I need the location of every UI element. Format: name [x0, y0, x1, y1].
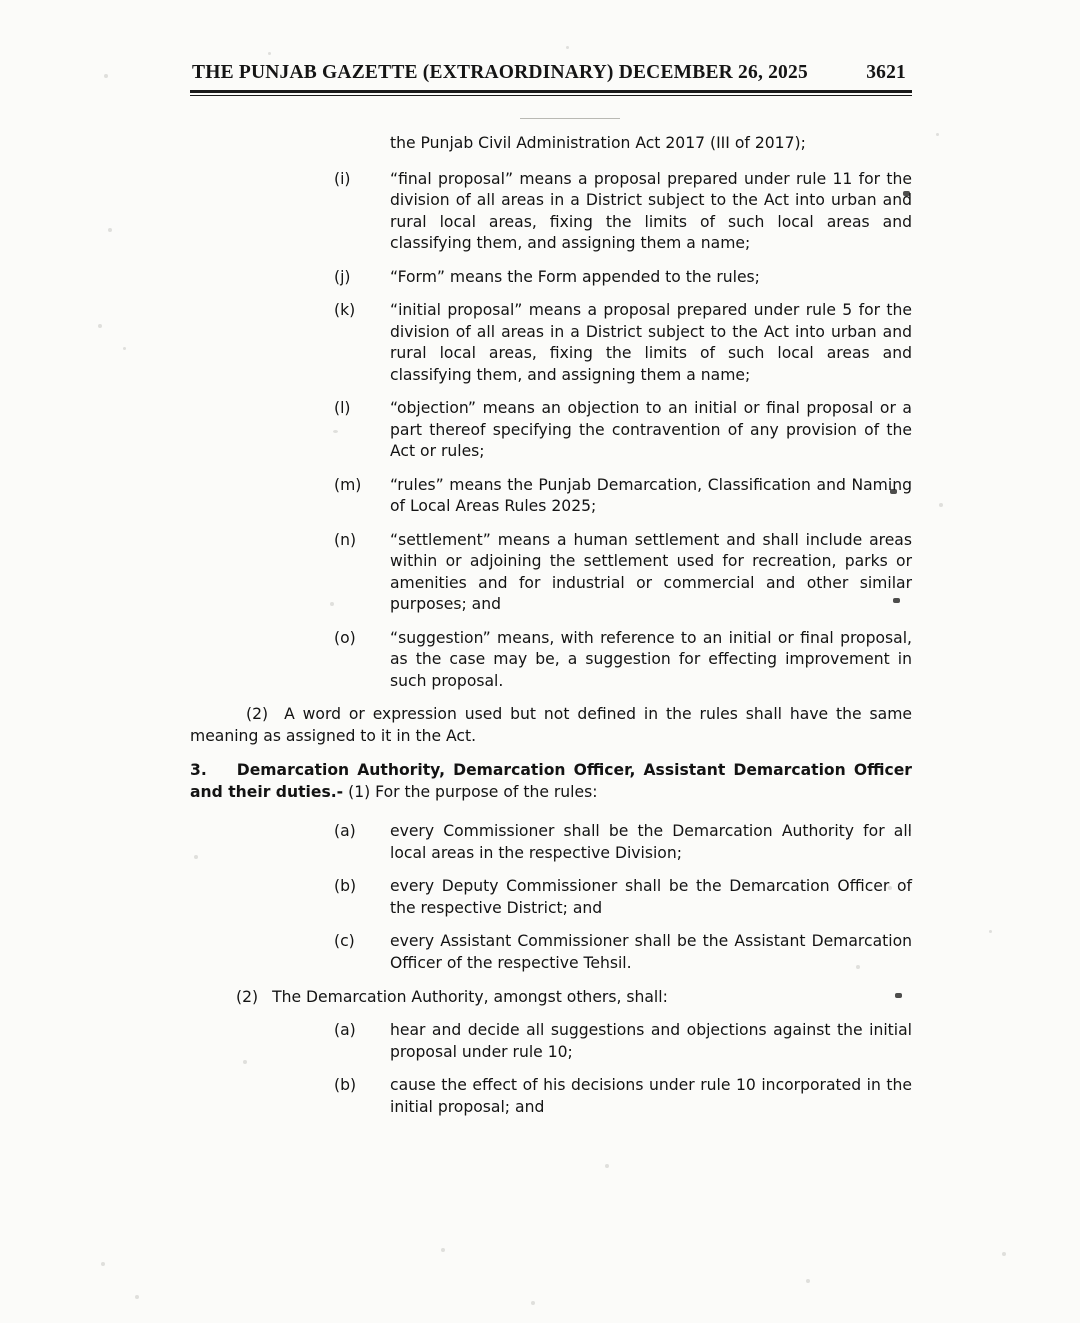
rule-3-item-marker: (a)	[334, 822, 356, 841]
definition-marker: (j)	[334, 267, 351, 286]
rule-3-item	[190, 821, 912, 864]
rule-3-sub2-text: The Demarcation Authority, amongst others, shall:	[272, 987, 668, 1006]
definition-item	[190, 530, 912, 616]
rule-3-item	[190, 931, 912, 974]
rule-3-lead-in: For the purpose of the rules:	[375, 782, 598, 801]
definition-text: “final proposal” means a proposal prepared under rule 11 for the division of all areas in a District subject to the Act into urban and rural local areas, fixing the limits of such local areas and classifying them, and assigning them a name;	[390, 169, 912, 253]
definition-marker: (i)	[334, 169, 351, 188]
continuation-paragraph: the Punjab Civil Administration Act 2017 (III of 2017);	[390, 134, 806, 152]
rule-3-item	[190, 876, 912, 919]
rule-3-heading	[190, 760, 912, 803]
definition-marker: (k)	[334, 301, 356, 320]
definition-item	[190, 475, 912, 518]
definition-text: “initial proposal” means a proposal prepared under rule 5 for the division of all areas in a District subject to the Act into urban and rural local areas, fixing the limits of such local areas and classifying them, and assigning them a name;	[390, 301, 912, 384]
definition-text: “suggestion” means, with reference to an initial or final proposal, as the case may be, a suggestion for effecting improvement in such proposal.	[390, 628, 912, 690]
definition-text: “rules” means the Punjab Demarcation, Classification and Naming of Local Areas Rules 2025;	[390, 475, 912, 516]
scan-artifact-line	[520, 118, 620, 119]
definition-marker: (n)	[334, 530, 357, 549]
definition-item	[190, 398, 912, 463]
page-number: 3621	[866, 62, 906, 83]
definition-text: “Form” means the Form appended to the rules;	[390, 267, 760, 286]
scan-speckle	[939, 503, 943, 507]
definition-item	[190, 628, 912, 693]
definition-text: “objection” means an objection to an initial or final proposal or a part thereof specifying the contravention of any provision of the Act or rules;	[390, 399, 912, 461]
page-header	[190, 62, 912, 96]
scan-speckle	[101, 1262, 105, 1266]
clause-2-number: (2)	[246, 705, 269, 724]
rule-3-sub2-item-text: hear and decide all suggestions and objections against the initial proposal under rule 10;	[390, 1021, 912, 1061]
header-divider	[190, 90, 912, 96]
definition-item	[190, 169, 912, 255]
scan-speckle	[1002, 1252, 1006, 1256]
rule-3-sub2-item	[190, 1020, 912, 1063]
rule-3-sub2-item-text: cause the effect of his decisions under rule 10 incorporated in the initial proposal; and	[390, 1076, 912, 1116]
scan-speckle	[441, 1248, 445, 1252]
rule-3-item-text: every Assistant Commissioner shall be the Assistant Demarcation Officer of the respective Tehsil.	[390, 932, 912, 972]
document-body	[190, 118, 912, 1130]
rule-3-sub2-lead	[190, 987, 912, 1009]
rule-3-sub2-item	[190, 1075, 912, 1118]
rule-3-sub-number: (1)	[348, 782, 371, 801]
rule-3-sub2-item-marker: (a)	[334, 1021, 356, 1040]
scan-speckle	[605, 1164, 609, 1168]
scan-speckle	[566, 46, 569, 49]
rule-3-item-text: every Commissioner shall be the Demarcation Authority for all local areas in the respective Division;	[390, 822, 912, 862]
definition-marker: (m)	[334, 475, 362, 494]
definition-marker: (o)	[334, 628, 356, 647]
definition-marker: (l)	[334, 399, 351, 418]
gazette-title: THE PUNJAB GAZETTE (EXTRAORDINARY) DECEMBER 26, 2025	[192, 62, 808, 83]
rule-3-item-marker: (b)	[334, 877, 357, 896]
scan-speckle	[268, 52, 271, 55]
scan-speckle	[989, 930, 992, 933]
definition-text: “settlement” means a human settlement and shall include areas within or adjoining the settlement used for recreation, parks or amenities and for industrial or commercial and other similar purposes; and	[390, 530, 912, 614]
scan-speckle	[135, 1295, 139, 1299]
rule-3-title: Demarcation Authority, Demarcation Officer, Assistant Demarcation Officer and their duties.-	[190, 761, 912, 801]
scan-speckle	[104, 74, 108, 78]
scan-speckle	[123, 347, 126, 350]
scan-speckle	[531, 1301, 535, 1305]
rule-3-item-marker: (c)	[334, 932, 355, 951]
definition-item	[190, 300, 912, 386]
rule-3-number: 3.	[190, 761, 207, 780]
scan-speckle	[108, 228, 112, 232]
rule-3-item-text: every Deputy Commissioner shall be the Demarcation Officer of the respective District; and	[390, 877, 912, 917]
rule-3-sub2-number: (2)	[236, 987, 259, 1006]
scan-speckle	[806, 1279, 810, 1283]
definition-item	[190, 267, 912, 289]
clause-2-text: A word or expression used but not defined in the rules shall have the same meaning as assigned to it in the Act.	[190, 705, 912, 745]
scan-speckle	[936, 133, 939, 136]
clause-2-paragraph	[190, 704, 912, 747]
rule-3-sub2-item-marker: (b)	[334, 1076, 357, 1095]
scan-speckle	[98, 324, 102, 328]
